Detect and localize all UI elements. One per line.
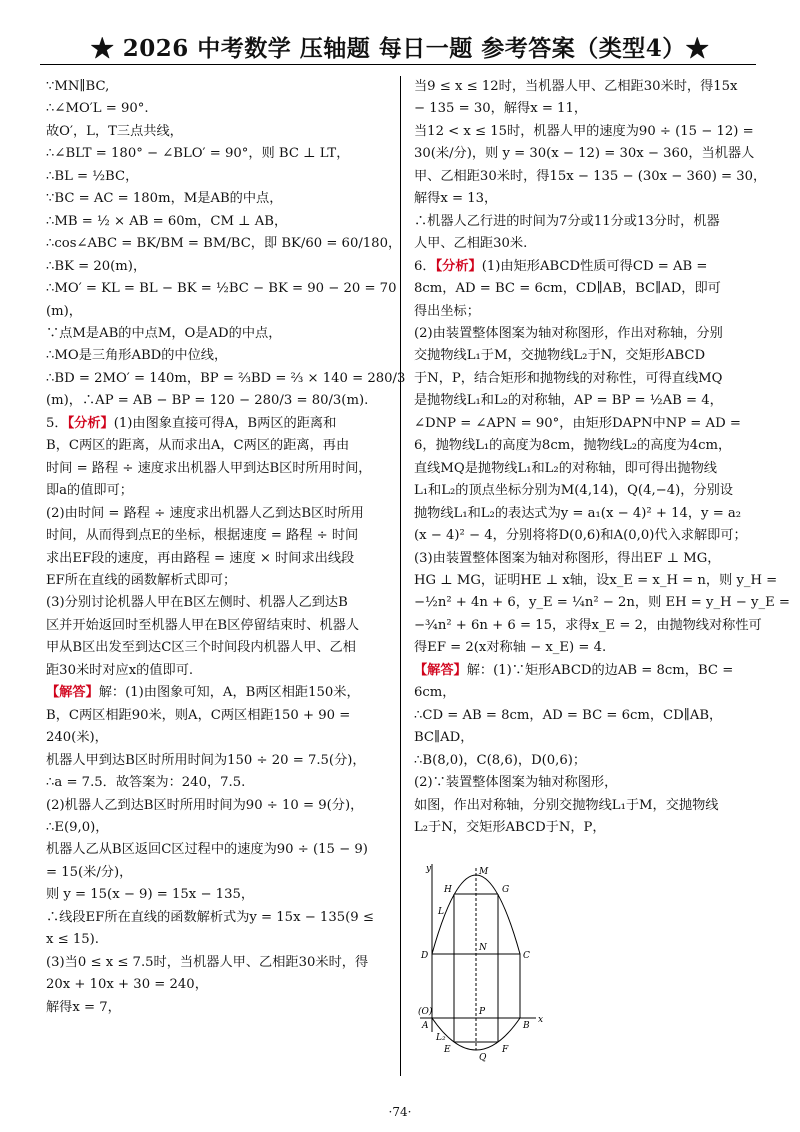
- text-line: ∵BC = AC = 180m，M是AB的中点，: [46, 191, 283, 207]
- parabola-figure: [418, 862, 554, 1062]
- text-line: ∴MO是三角形ABD的中位线，: [46, 348, 228, 364]
- text-line: 是抛物线L₁和L₂的对称轴，AP = BP = ½AB = 4，: [414, 393, 723, 409]
- fig-label: F: [502, 1045, 509, 1055]
- fig-label: G: [502, 885, 510, 895]
- text-line: 时间 = 路程 ÷ 速度求出机器人甲到达B区时所用时间，: [46, 460, 372, 476]
- text-line: 甲、乙相距30米时，得15x − 135 − (30x − 360) = 30，: [414, 168, 767, 184]
- text-line: HG ⊥ MG，证明HE ⊥ x轴，设x_E = x_H = n，则 y_H =: [414, 572, 778, 588]
- section-tag: 【分析】: [435, 258, 482, 274]
- text-line: ∴BK = 20(m)，: [46, 258, 147, 274]
- right-column: [414, 76, 790, 839]
- text-line: 机器人乙从B区返回C区过程中的速度为90 ÷ (15 − 9): [46, 842, 368, 858]
- text-line: (2)由时间 = 路程 ÷ 速度求出机器人乙到达B区时所用: [46, 505, 364, 521]
- text-line: 当12 < x ≤ 15时，机器人甲的速度为90 ÷ (15 − 12) =: [414, 123, 754, 139]
- header-rule: [40, 64, 756, 65]
- section-tag: 【分析】: [67, 415, 114, 431]
- text-line: 8cm，AD = BC = 6cm，CD∥AB，BC∥AD，即可: [414, 281, 721, 297]
- fig-label: L: [438, 907, 444, 917]
- fig-label: A: [422, 1021, 429, 1031]
- text-line: ∴cos∠ABC = BK/BM = BM/BC，即 BK/60 = 60/180，: [46, 236, 402, 252]
- text-line: (m)，∴AP = AB − BP = 120 − 280/3 = 80/3(m).: [46, 393, 369, 409]
- fig-label: P: [479, 1007, 486, 1017]
- fig-label: M: [479, 867, 489, 877]
- text-line: BC∥AD，: [414, 730, 474, 746]
- text-line: ∠DNP = ∠APN = 90°，由矩形DAPN中NP = AD =: [414, 415, 741, 431]
- text-line: 30(米/分)，则 y = 30(x − 12) = 30x − 360，当机器人: [414, 146, 755, 162]
- text-line: ∴MO′ = KL = BL − BK = ½BC − BK = 90 − 20 = 70: [46, 281, 397, 297]
- fig-label: D: [421, 951, 429, 961]
- text-line: 如图，作出对称轴，分别交抛物线L₁于M，交抛物线: [414, 797, 719, 813]
- text-line: ∴a = 7.5．故答案为：240，7.5.: [46, 775, 246, 791]
- text-line: 距30米时对应x的值即可.: [46, 662, 194, 678]
- text-line: ∴线段EF所在直线的函数解析式为y = 15x − 135(9 ≤: [46, 909, 374, 925]
- text-line: (m)，: [46, 303, 82, 319]
- text-line: 直线MQ是抛物线L₁和L₂的对称轴，即可得出抛物线: [414, 460, 717, 476]
- fig-label: (O): [418, 1007, 433, 1017]
- text-line: 【解答】解：(1)∵矩形ABCD的边AB = 8cm，BC =: [414, 662, 734, 678]
- text-line: B，C两区的距离，从而求出A，C两区的距离，再由: [46, 438, 350, 454]
- text-line: 20x + 10x + 30 = 240，: [46, 977, 208, 993]
- text-line: ∴∠MO′L = 90°.: [46, 101, 149, 117]
- fig-label: H: [444, 885, 452, 895]
- text-line: ∵点M是AB的中点M，O是AD的中点，: [46, 325, 282, 341]
- text-line: = 15(米/分)，: [46, 864, 133, 880]
- text-line: (2)由装置整体图案为轴对称图形，作出对称轴，分别: [414, 325, 723, 341]
- text-line: 解得x = 13，: [414, 191, 498, 207]
- text-line: (3)由装置整体图案为轴对称图形，得出EF ⊥ MG，: [414, 550, 721, 566]
- text-line: 6，抛物线L₁的高度为8cm，抛物线L₂的高度为4cm，: [414, 438, 732, 454]
- text-line: 得EF = 2(x对称轴 − x_E) = 4.: [414, 640, 607, 656]
- text-line: 解得x = 7，: [46, 999, 121, 1015]
- fig-label: L₂: [436, 1033, 446, 1043]
- text-line: ∴BD = 2MO′ = 140m，BP = ⅔BD = ⅔ × 140 = 280/3: [46, 370, 406, 386]
- text-line: (3)分别讨论机器人甲在B区左侧时、机器人乙到达B: [46, 595, 348, 611]
- text-line: x ≤ 15).: [46, 932, 99, 948]
- text-line: 区并开始返回时至机器人甲在B区停留结束时、机器人: [46, 617, 360, 633]
- text-line: 甲从B区出发至到达C区三个时间段内机器人甲、乙相: [46, 640, 356, 656]
- left-column: [46, 76, 406, 1019]
- text-line: 抛物线L₁和L₂的表达式为y = a₁(x − 4)² + 14，y = a₂: [414, 505, 742, 521]
- text-line: (2)∵装置整体图案为轴对称图形，: [414, 775, 618, 791]
- text-line: 求出EF段的速度，再由路程 = 速度 × 时间求出线段: [46, 550, 355, 566]
- text-line: L₁和L₂的顶点坐标分别为M(4,14)，Q(4,−4)，分别设: [414, 483, 733, 499]
- page-title: ★ 2026 中考数学 压轴题 每日一题 参考答案（类型4）★: [90, 35, 710, 62]
- fig-label: Q: [479, 1053, 487, 1062]
- text-line: 当9 ≤ x ≤ 12时，当机器人甲、乙相距30米时，得15x: [414, 79, 738, 94]
- column-divider: [400, 76, 401, 1076]
- text-line: 机器人甲到达B区时所用时间为150 ÷ 20 = 7.5(分)，: [46, 752, 366, 768]
- text-line: 5．【分析】(1)由图象直接可得A，B两区的距离和: [46, 415, 337, 431]
- text-line: 交抛物线L₁于M，交抛物线L₂于N，交矩形ABCD: [414, 348, 706, 364]
- text-line: 人甲、乙相距30米.: [414, 236, 528, 252]
- text-line: ∵MN∥BC,: [46, 79, 110, 94]
- fig-label: E: [444, 1045, 451, 1055]
- text-line: −¾n² + 6n + 6 = 15，求得x_E = 2，由抛物线对称性可: [414, 617, 762, 633]
- text-line: 时间，从而得到点E的坐标，根据速度 = 路程 ÷ 时间: [46, 528, 359, 544]
- fig-label: B: [523, 1021, 530, 1031]
- text-line: L₂于N，交矩形ABCD于N，P，: [414, 819, 606, 835]
- text-line: B，C两区相距90米，则A，C两区相距150 + 90 =: [46, 707, 351, 723]
- text-line: 得出坐标；: [414, 303, 480, 319]
- text-line: 则 y = 15(x − 9) = 15x − 135，: [46, 887, 255, 903]
- text-line: 6cm，: [414, 685, 456, 701]
- text-line: (3)当0 ≤ x ≤ 7.5时，当机器人甲、乙相距30米时，得: [46, 954, 369, 970]
- text-line: −½n² + 4n + 6，y_E = ¼n² − 2n，则 EH = y_H − y_E =: [414, 595, 790, 611]
- text-line: − 135 = 30，解得x = 11，: [414, 101, 588, 117]
- text-line: 于N，P，结合矩形和抛物线的对称性，可得直线MQ: [414, 370, 723, 386]
- text-line: ∴∠BLT = 180° − ∠BLO′ = 90°，则 BC ⊥ LT，: [46, 146, 350, 162]
- text-line: ∴E(9,0)，: [46, 819, 109, 835]
- text-line: (2)机器人乙到达B区时所用时间为90 ÷ 10 = 9(分)，: [46, 797, 364, 813]
- text-line: ∴BL = ½BC，: [46, 168, 139, 184]
- text-line: 6．【分析】(1)由矩形ABCD性质可得CD = AB =: [414, 258, 708, 274]
- text-line: (x − 4)² − 4，分别将将D(0,6)和A(0,0)代入求解即可；: [414, 528, 747, 544]
- page-number: ·74·: [388, 1105, 412, 1119]
- text-line: EF所在直线的函数解析式即可；: [46, 572, 237, 588]
- section-tag: 【解答】: [414, 662, 467, 678]
- text-line: 故O′，L，T三点共线，: [46, 123, 183, 139]
- text-line: ∴B(8,0)，C(8,6)，D(0,6)；: [414, 752, 587, 768]
- text-line: ∴机器人乙行进的时间为7分或11分或13分时，机器: [414, 213, 720, 229]
- text-line: ∴MB = ½ × AB = 60m，CM ⊥ AB，: [46, 213, 288, 229]
- text-line: 240(米)，: [46, 730, 108, 746]
- text-line: ∴CD = AB = 8cm，AD = BC = 6cm，CD∥AB，: [414, 707, 723, 723]
- text-line: 即a的值即可；: [46, 483, 133, 499]
- section-tag: 【解答】: [46, 685, 99, 701]
- fig-label: N: [479, 943, 487, 953]
- fig-label: C: [523, 951, 530, 961]
- fig-label: x: [538, 1015, 544, 1025]
- text-line: 【解答】解：(1)由图象可知，A，B两区相距150米，: [46, 685, 360, 701]
- fig-label: y: [426, 864, 432, 874]
